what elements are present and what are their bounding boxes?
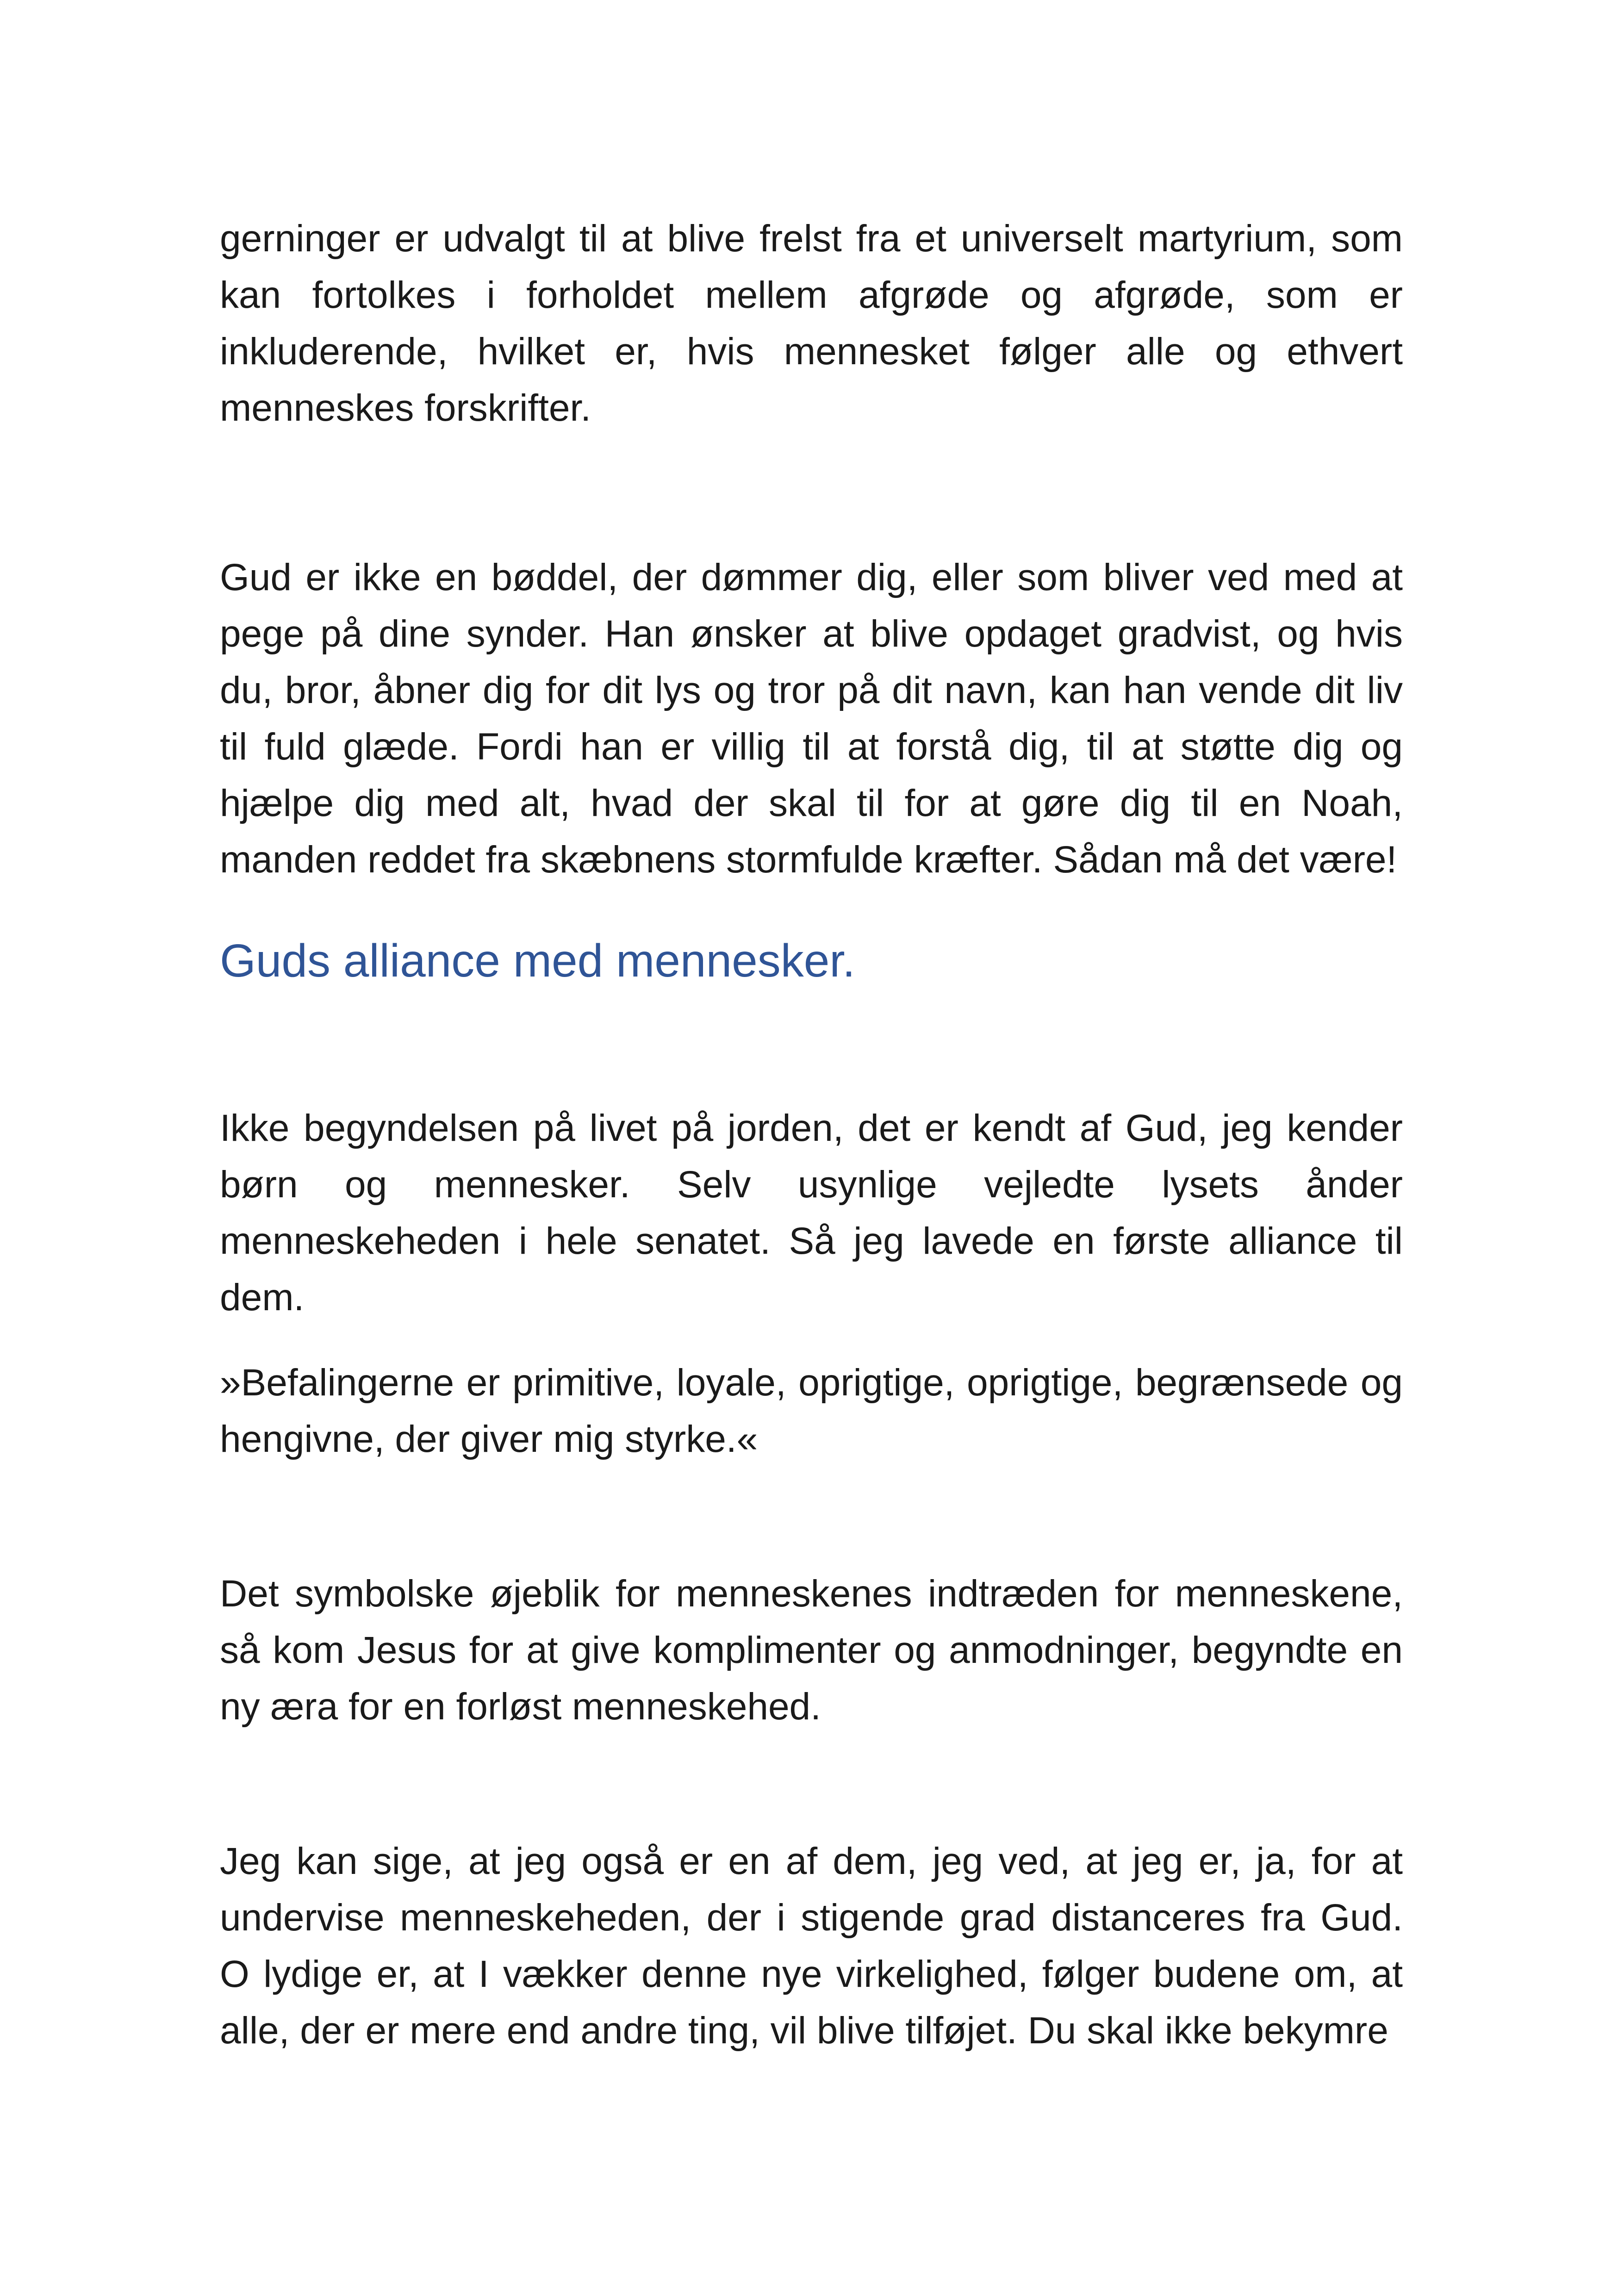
paragraph-2: Gud er ikke en bøddel, der dømmer dig, eller som bliver ved med at pege på dine synder. Han ønsker at blive opdaget gradvist, og hvis du, bror, åbner dig for dit lys og tror på dit navn, kan han vende dit liv til fuld glæde. Fordi han er villig til at forstå dig, til at støtte dig og hjælpe dig med alt, hvad der skal til for at gøre dig til en Noah, manden reddet fra skæbnens stormfulde kræfter. Sådan må det være! (220, 556, 1403, 881)
paragraph-1: gerninger er udvalgt til at blive frelst fra et universelt martyrium, som kan fortolkes i forholdet mellem afgrøde og afgrøde, som er inkluderende, hvilket er, hvis mennesket følger alle og ethvert menneskes forskrifter. (220, 218, 1403, 429)
paragraph-6: Jeg kan sige, at jeg også er en af dem, jeg ved, at jeg er, ja, for at undervise menneskeheden, der i stigende grad distanceres fra Gud. O lydige er, at I vækker denne nye virkelighed, følger budene om, at alle, der er mere end andre ting, vil blive tilføjet. Du skal ikke bekymre (220, 1840, 1403, 2052)
page-body (220, 211, 1403, 2059)
paragraph-5: Det symbolske øjeblik for menneskenes indtræden for menneskene, så kom Jesus for at give komplimenter og anmodninger, begyndte en ny æra for en forløst menneskehed. (220, 1573, 1403, 1728)
section-heading: Guds alliance med mennesker. (220, 935, 855, 987)
paragraph-4-quote: »Befalingerne er primitive, loyale, oprigtige, oprigtige, begrænsede og hengivne, der giver mig styrke.« (220, 1362, 1403, 1460)
paragraph-3: Ikke begyndelsen på livet på jorden, det er kendt af Gud, jeg kender børn og mennesker. Selv usynlige vejledte lysets ånder menneskeheden i hele senatet. Så jeg lavede en første alliance til dem. (220, 1107, 1403, 1319)
